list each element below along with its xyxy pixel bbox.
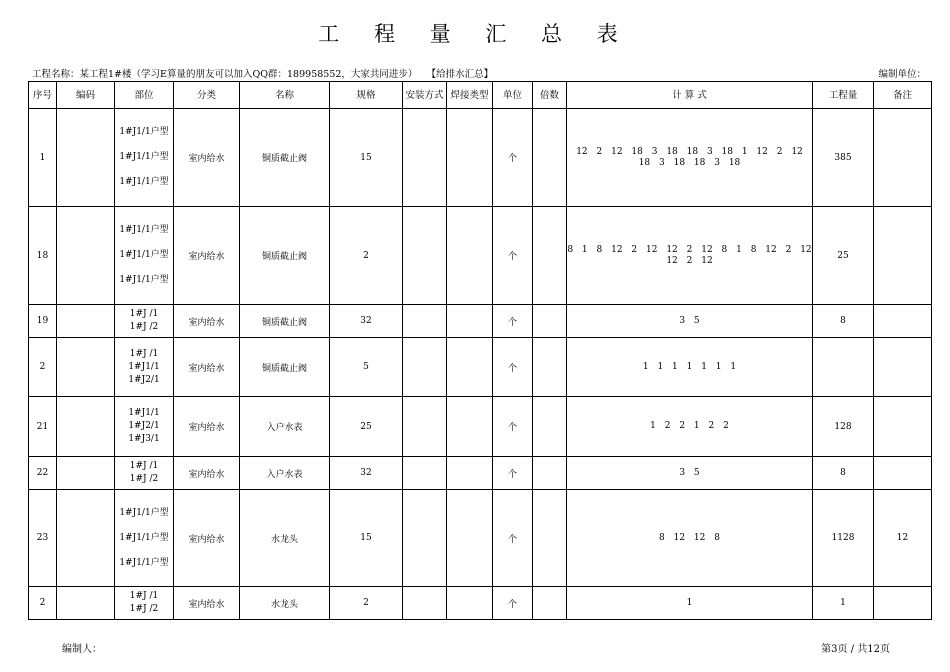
cell-category: 室内给水 xyxy=(174,587,240,620)
table-row xyxy=(29,109,932,207)
cell-formula: 3 5 xyxy=(567,305,813,338)
cell-unit: 个 xyxy=(493,490,533,587)
cell-install xyxy=(403,207,447,305)
cell-unit: 个 xyxy=(493,587,533,620)
cell-multiple xyxy=(533,397,567,457)
cell-install xyxy=(403,305,447,338)
cell-quantity: 1128 xyxy=(813,490,874,587)
cell-remark xyxy=(874,305,932,338)
compiler-label: 编制人： xyxy=(62,644,102,655)
cell-position xyxy=(115,207,174,305)
header-name: 名称 xyxy=(240,82,330,109)
cell-category: 室内给水 xyxy=(174,490,240,587)
header-formula: 计 算 式 xyxy=(567,82,813,109)
position-line: 1#J1/1户型 xyxy=(119,557,169,568)
cell-multiple xyxy=(533,109,567,207)
cell-position xyxy=(115,109,174,207)
cell-weld xyxy=(447,207,493,305)
cell-name: 入户水表 xyxy=(240,397,330,457)
position-line: 1#J2/1 xyxy=(128,374,160,385)
cell-quantity: 8 xyxy=(813,305,874,338)
cell-multiple xyxy=(533,457,567,490)
cell-code xyxy=(57,338,115,397)
position-line: 1#J1/1户型 xyxy=(119,127,169,137)
cell-seq: 2 xyxy=(29,338,57,397)
cell-category: 室内给水 xyxy=(174,397,240,457)
header-code: 编码 xyxy=(57,82,115,109)
cell-quantity: 1 xyxy=(813,587,874,620)
cell-seq: 21 xyxy=(29,397,57,457)
cell-code xyxy=(57,397,115,457)
table-row xyxy=(29,490,932,587)
cell-unit: 个 xyxy=(493,397,533,457)
cell-weld xyxy=(447,490,493,587)
position-line: 1#J1/1户型 xyxy=(119,250,169,260)
cell-remark xyxy=(874,587,932,620)
cell-name: 铜质截止阀 xyxy=(240,338,330,397)
cell-position xyxy=(115,587,174,620)
cell-quantity xyxy=(813,338,874,397)
cell-category: 室内给水 xyxy=(174,207,240,305)
cell-install xyxy=(403,109,447,207)
cell-name: 入户水表 xyxy=(240,457,330,490)
cell-name: 水龙头 xyxy=(240,490,330,587)
position-line: 1#J /2 xyxy=(129,322,159,332)
cell-unit: 个 xyxy=(493,338,533,397)
position-line: 1#J1/1 xyxy=(128,408,160,418)
cell-formula: 1 1 1 1 1 1 1 xyxy=(567,338,813,397)
cell-seq: 23 xyxy=(29,490,57,587)
project-name: 工程名称：某工程1#楼（学习E算量的朋友可以加入QQ群：189958552，大家共同进步） xyxy=(32,69,418,80)
header-quantity: 工程量 xyxy=(813,82,874,109)
table-row xyxy=(29,305,932,338)
cell-weld xyxy=(447,457,493,490)
cell-weld xyxy=(447,587,493,620)
cell-weld xyxy=(447,397,493,457)
position-line: 1#J1/1户型 xyxy=(119,532,169,543)
cell-code xyxy=(57,109,115,207)
position-line: 1#J /1 xyxy=(129,309,159,319)
cell-spec: 32 xyxy=(330,305,403,338)
cell-code xyxy=(57,457,115,490)
cell-unit: 个 xyxy=(493,207,533,305)
table-row xyxy=(29,338,932,397)
cell-name: 铜质截止阀 xyxy=(240,207,330,305)
cell-remark xyxy=(874,109,932,207)
cell-category: 室内给水 xyxy=(174,457,240,490)
cell-code xyxy=(57,490,115,587)
cell-seq: 1 xyxy=(29,109,57,207)
cell-category: 室内给水 xyxy=(174,305,240,338)
cell-category: 室内给水 xyxy=(174,338,240,397)
cell-quantity: 385 xyxy=(813,109,874,207)
cell-formula: 1 2 2 1 2 2 xyxy=(567,397,813,457)
cell-position xyxy=(115,397,174,457)
table-row xyxy=(29,207,932,305)
position-line: 1#J /2 xyxy=(129,604,159,614)
cell-multiple xyxy=(533,587,567,620)
cell-category: 室内给水 xyxy=(174,109,240,207)
cell-formula: 12 2 12 18 3 18 18 3 18 1 12 2 12 18 3 18 18 3 18 xyxy=(567,109,813,207)
cell-unit: 个 xyxy=(493,305,533,338)
cell-seq: 2 xyxy=(29,587,57,620)
cell-formula: 3 5 xyxy=(567,457,813,490)
position-line: 1#J /2 xyxy=(129,474,159,484)
position-line: 1#J /1 xyxy=(129,348,159,359)
position-line: 1#J2/1 xyxy=(128,421,160,431)
cell-formula: 1 xyxy=(567,587,813,620)
position-line: 1#J /1 xyxy=(129,591,159,601)
header-remark: 备注 xyxy=(874,82,932,109)
header-unit: 单位 xyxy=(493,82,533,109)
position-line: 1#J1/1户型 xyxy=(119,225,169,235)
position-line: 1#J1/1户型 xyxy=(119,275,169,285)
position-line: 1#J1/1户型 xyxy=(119,152,169,162)
cell-spec: 15 xyxy=(330,490,403,587)
quantity-summary-table xyxy=(28,81,932,620)
cell-multiple xyxy=(533,305,567,338)
cell-remark xyxy=(874,207,932,305)
page-title: 工 程 量 汇 总 表 xyxy=(318,22,632,46)
cell-position xyxy=(115,457,174,490)
cell-code xyxy=(57,305,115,338)
cell-position xyxy=(115,490,174,587)
cell-install xyxy=(403,338,447,397)
cell-spec: 25 xyxy=(330,397,403,457)
cell-multiple xyxy=(533,207,567,305)
cell-unit: 个 xyxy=(493,457,533,490)
position-line: 1#J1/1户型 xyxy=(119,507,169,518)
header-install: 安装方式 xyxy=(403,82,447,109)
page-indicator: 第3页 / 共12页 xyxy=(821,644,890,655)
cell-weld xyxy=(447,305,493,338)
cell-name: 铜质截止阀 xyxy=(240,305,330,338)
cell-spec: 15 xyxy=(330,109,403,207)
cell-install xyxy=(403,397,447,457)
cell-code xyxy=(57,207,115,305)
cell-seq: 22 xyxy=(29,457,57,490)
project-info xyxy=(32,66,493,80)
cell-unit: 个 xyxy=(493,109,533,207)
header-position: 部位 xyxy=(115,82,174,109)
cell-formula: 8 1 8 12 2 12 12 2 12 8 1 8 12 2 12 12 2 12 xyxy=(567,207,813,305)
table-row xyxy=(29,587,932,620)
section-tag: 【给排水汇总】 xyxy=(431,69,494,80)
cell-install xyxy=(403,457,447,490)
cell-multiple xyxy=(533,338,567,397)
cell-weld xyxy=(447,338,493,397)
cell-spec: 2 xyxy=(330,207,403,305)
compiler-unit-label: 编制单位： xyxy=(878,69,926,80)
cell-seq: 18 xyxy=(29,207,57,305)
cell-spec: 2 xyxy=(330,587,403,620)
header-spec: 规格 xyxy=(330,82,403,109)
header-seq: 序号 xyxy=(29,82,57,109)
header-category: 分类 xyxy=(174,82,240,109)
cell-formula: 8 12 12 8 xyxy=(567,490,813,587)
position-line: 1#J /1 xyxy=(129,461,159,471)
cell-name: 铜质截止阀 xyxy=(240,109,330,207)
cell-weld xyxy=(447,109,493,207)
cell-seq: 19 xyxy=(29,305,57,338)
header-multiple: 倍数 xyxy=(533,82,567,109)
cell-quantity: 8 xyxy=(813,457,874,490)
position-line: 1#J1/1户型 xyxy=(119,177,169,187)
cell-remark xyxy=(874,457,932,490)
cell-install xyxy=(403,490,447,587)
table-header-row xyxy=(29,82,932,109)
cell-spec: 5 xyxy=(330,338,403,397)
cell-quantity: 128 xyxy=(813,397,874,457)
cell-multiple xyxy=(533,490,567,587)
cell-spec: 32 xyxy=(330,457,403,490)
position-line: 1#J3/1 xyxy=(128,434,160,444)
cell-remark xyxy=(874,338,932,397)
cell-install xyxy=(403,587,447,620)
header-weld: 焊接类型 xyxy=(447,82,493,109)
cell-name: 水龙头 xyxy=(240,587,330,620)
cell-code xyxy=(57,587,115,620)
cell-position xyxy=(115,305,174,338)
position-line: 1#J1/1 xyxy=(128,361,160,372)
cell-position xyxy=(115,338,174,397)
table-row xyxy=(29,457,932,490)
cell-remark: 12 xyxy=(874,490,932,587)
table-row xyxy=(29,397,932,457)
cell-quantity: 25 xyxy=(813,207,874,305)
cell-remark xyxy=(874,397,932,457)
